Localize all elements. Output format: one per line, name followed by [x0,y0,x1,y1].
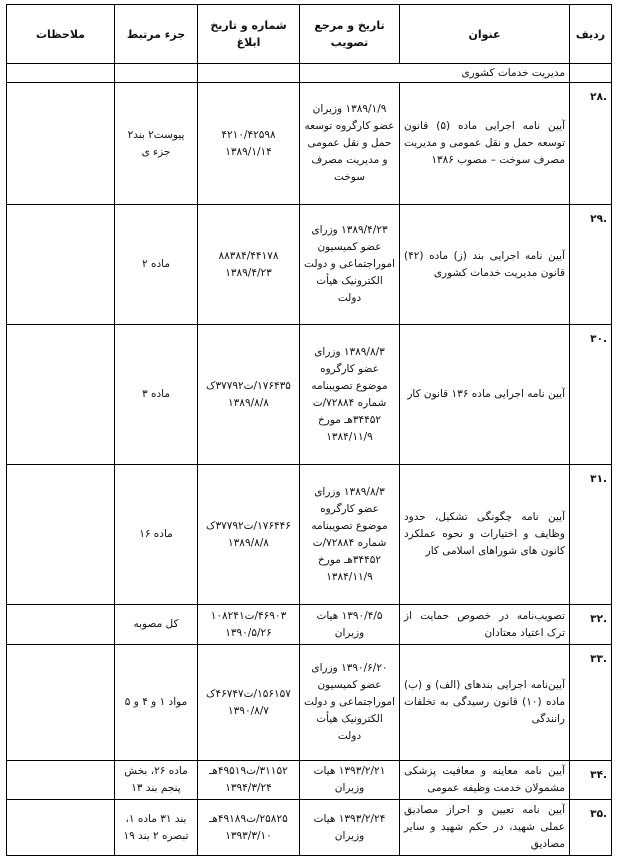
table-row [7,325,612,465]
row-number: .۲۹ [570,205,612,325]
row-title: آیین نامه تعیین و احراز مصادیق عملی شهید، در حکم شهید و سایر مصادیق [400,800,570,856]
row-approval: ۱۳۹۳/۲/۲۴ هیات وزیران [300,800,400,856]
row-notification: ۱۷۶۴۳۵/ت۳۷۷۹۲ک ۱۳۸۹/۸/۸ [198,325,300,465]
document-page [6,4,611,856]
section-blank [198,64,300,83]
row-related-part: ماده ۳ [115,325,198,465]
row-number: .۳۰ [570,325,612,465]
row-notification: ۸۸۳۸۴/۴۴۱۷۸ ۱۳۸۹/۴/۲۳ [198,205,300,325]
row-title: آیین‌نامه اجرایی بندهای (الف) و (ب) ماده (۱۰) قانون رسیدگی به تخلفات رانندگی [400,645,570,761]
row-notes [7,205,115,325]
header-title: عنوان [400,5,570,64]
row-approval: ۱۳۸۹/۸/۳ وزرای عضو کارگروه موضوع تصویبنامه شماره ۷۲۸۸۴/ت ۳۴۴۵۲هـ مورخ ۱۳۸۴/۱۱/۹ [300,465,400,605]
header-notes: ملاحظات [7,5,115,64]
row-notes [7,605,115,645]
table-row [7,605,612,645]
row-notes [7,83,115,205]
row-number: .۳۲ [570,605,612,645]
row-related-part: مواد ۱ و ۴ و ۵ [115,645,198,761]
row-number: .۳۳ [570,645,612,761]
row-notification: ۱۵۶۱۵۷/ت۴۶۷۴۷ک ۱۳۹۰/۸/۷ [198,645,300,761]
row-approval: ۱۳۹۰/۶/۲۰ وزرای عضو کمیسیون اموراجتماعی و دولت الکترونیک هیأت دولت [300,645,400,761]
row-related-part: بند ۳۱ ماده ۱، تبصره ۲ بند ۱۹ [115,800,198,856]
section-row [7,64,612,83]
regulations-table [6,4,612,856]
row-notification: ۱۷۶۴۴۶/ت۳۷۷۹۲ک ۱۳۸۹/۸/۸ [198,465,300,605]
row-number: .۳۱ [570,465,612,605]
table-row [7,465,612,605]
row-notes [7,800,115,856]
row-number: .۳۵ [570,800,612,856]
row-notification: ۴۶۹۰۳/ت۱۰۸۲۴۱ ۱۳۹۰/۵/۲۶ [198,605,300,645]
row-title: آیین نامه اجرایی ماده ۱۳۶ قانون کار [400,325,570,465]
table-row [7,205,612,325]
section-title: مدیریت خدمات کشوری [300,64,570,83]
section-blank [115,64,198,83]
row-related-part: ماده ۱۶ [115,465,198,605]
row-number: .۳۴ [570,761,612,800]
row-number: .۲۸ [570,83,612,205]
row-title: آیین نامه اجرایی ماده (۵) قانون توسعه حمل و نقل عمومی و مدیریت مصرف سوخت – مصوب ۱۳۸۶ [400,83,570,205]
table-row [7,761,612,800]
row-notification: ۲۵۸۲۵/ت۴۹۱۸۹هـ ۱۳۹۳/۳/۱۰ [198,800,300,856]
row-approval: ۱۳۸۹/۴/۲۳ وزرای عضو کمیسیون اموراجتماعی و دولت الکترونیک هیأت دولت [300,205,400,325]
row-approval: ۱۳۸۹/۱/۹ وزیران عضو کارگروه توسعه حمل و نقل عمومی و مدیریت مصرف سوخت [300,83,400,205]
section-blank [7,64,115,83]
row-related-part: ماده ۲ [115,205,198,325]
header-row-number: ردیف [570,5,612,64]
section-blank [570,64,612,83]
row-title: آیین نامه معاینه و معافیت پزشکی مشمولان خدمت وظیفه عمومی [400,761,570,800]
row-approval: ۱۳۹۳/۲/۲۱ هیات وزیران [300,761,400,800]
table-row [7,83,612,205]
row-notes [7,465,115,605]
row-related-part: ماده ۲۶، بخش پنجم بند ۱۳ [115,761,198,800]
header-notification: شماره و تاریخ ابلاغ [198,5,300,64]
row-approval: ۱۳۹۰/۴/۵ هیات وزیران [300,605,400,645]
header-related-part: جزء مرتبط [115,5,198,64]
row-related-part: پیوست۲ بند۲ جزء ی [115,83,198,205]
row-notes [7,645,115,761]
row-approval: ۱۳۸۹/۸/۳ وزرای عضو کارگروه موضوع تصویبنامه شماره ۷۲۸۸۴/ت ۳۴۴۵۲هـ مورخ ۱۳۸۴/۱۱/۹ [300,325,400,465]
header-row [7,5,612,64]
row-title: آیین نامه اجرایی بند (ز) ماده (۴۲) قانون مدیریت خدمات کشوری [400,205,570,325]
row-notification: ۳۱۱۵۲/ت۴۹۵۱۹هـ ۱۳۹۴/۳/۲۴ [198,761,300,800]
row-title: تصویب‌نامه در خصوص حمایت از ترک اعتیاد معتادان [400,605,570,645]
row-title: آیین نامه چگونگی تشکیل، حدود وظایف و اختیارات و نحوه عملکرد کانون های شوراهای اسلامی کار [400,465,570,605]
row-notification: ۴۲۱۰/۴۲۵۹۸ ۱۳۸۹/۱/۱۴ [198,83,300,205]
row-notes [7,325,115,465]
row-notes [7,761,115,800]
table-row [7,800,612,856]
table-row [7,645,612,761]
header-approval: تاریخ و مرجع تصویب [300,5,400,64]
row-related-part: کل مصوبه [115,605,198,645]
